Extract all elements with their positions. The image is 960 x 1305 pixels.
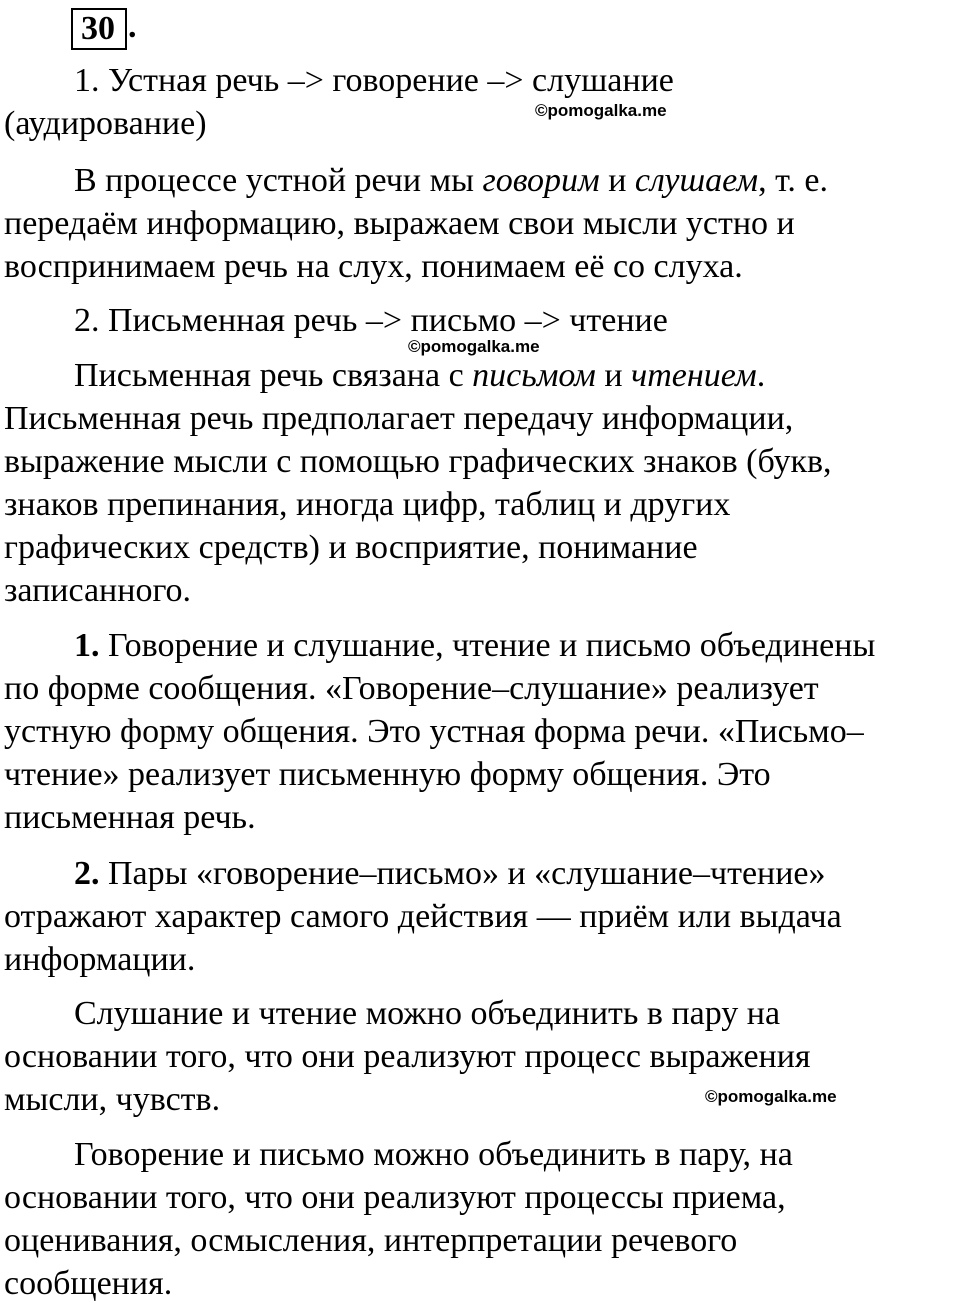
paragraph-line: отражают характер самого действия — приём или выдача: [4, 898, 842, 935]
paragraph-speaking-writing: [4, 1133, 960, 1305]
paragraph-line: (аудирование): [4, 105, 207, 142]
answer-2: 2. Пары «говорение–письмо» и «слушание–чтение» отражают характер самого действия — приём или выдача информации.: [4, 852, 960, 981]
watermark: ©pomogalka.me: [408, 337, 540, 356]
paragraph-line: информации.: [4, 941, 196, 978]
paragraph-line: 2. Письменная речь –> письмо –> чтение: [74, 302, 668, 339]
watermark: ©pomogalka.me: [705, 1087, 837, 1106]
paragraph-line: 1. Устная речь –> говорение –> слушание: [74, 62, 674, 99]
paragraph-line: мысли, чувств.: [4, 1081, 221, 1118]
paragraph-line: записанного.: [4, 572, 192, 609]
answer-1: 1. Говорение и слушание, чтение и письмо объединены по форме сообщения. «Говорение–слушание» реализует устную форму общения. Это устная форма речи. «Письмо– чтение» реализует письменную форму общения. Это письменная речь.: [4, 624, 960, 839]
paragraph-line: чтение» реализует письменную форму общения. Это: [4, 756, 771, 793]
paragraph-line: передаём информацию, выражаем свои мысли устно и: [4, 205, 795, 242]
watermark: ©pomogalka.me: [535, 101, 667, 120]
paragraph-written-speech: [4, 299, 960, 342]
paragraph-line: графических средств) и восприятие, понимание: [4, 529, 698, 566]
paragraph-oral-speech: [4, 59, 960, 145]
paragraph-line: сообщения.: [4, 1265, 173, 1302]
paragraph-line: оценивания, осмысления, интерпретации речевого: [4, 1222, 738, 1259]
paragraph-oral-explanation: В процессе устной речи мы говорим и слушаем, т. е. передаём информацию, выражаем свои мысли устно и воспринимаем речь на слух, понимаем её со слуха.: [4, 159, 960, 288]
paragraph-line: письменная речь.: [4, 799, 256, 836]
paragraph-line: Письменная речь предполагает передачу информации,: [4, 400, 794, 437]
paragraph-line: выражение мысли с помощью графических знаков (букв,: [4, 443, 832, 480]
exercise-number-dot: .: [128, 8, 137, 45]
paragraph-written-explanation: Письменная речь связана с письмом и чтением. Письменная речь предполагает передачу информации, выражение мысли с помощью графических знаков (букв, знаков препинания, иногда цифр, таблиц и других графических средств) и восприятие, понимание записанного.: [4, 354, 960, 612]
paragraph-line: воспринимаем речь на слух, понимаем её со слуха.: [4, 248, 743, 285]
paragraph-line: по форме сообщения. «Говорение–слушание» реализует: [4, 670, 819, 707]
paragraph-line: устную форму общения. Это устная форма речи. «Письмо–: [4, 713, 864, 750]
exercise-number: 30: [71, 8, 127, 50]
paragraph-line: основании того, что они реализуют процессы приема,: [4, 1179, 786, 1216]
paragraph-line: знаков препинания, иногда цифр, таблиц и других: [4, 486, 731, 523]
paragraph-line: основании того, что они реализуют процесс выражения: [4, 1038, 811, 1075]
paragraph-line: Говорение и письмо можно объединить в пару, на: [74, 1136, 793, 1173]
paragraph-line: Слушание и чтение можно объединить в пару на: [74, 995, 781, 1032]
